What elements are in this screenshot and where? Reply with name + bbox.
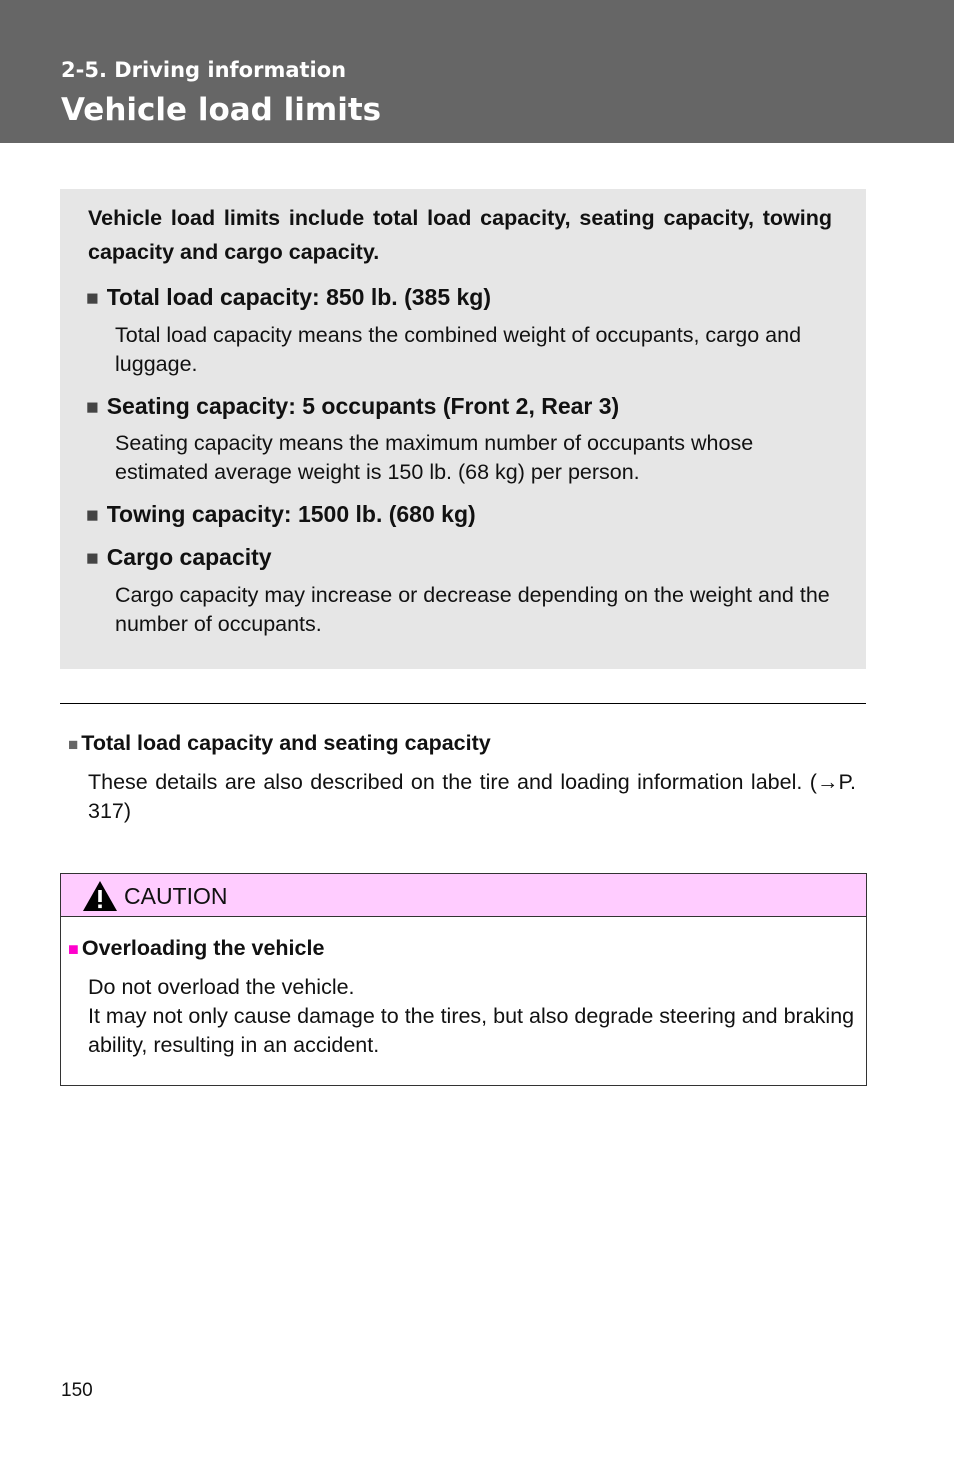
total-load-capacity-heading: ■ Total load capacity: 850 lb. (385 kg) — [86, 284, 491, 310]
square-bullet-icon: ■ — [86, 504, 99, 527]
caution-header-bar — [61, 874, 866, 917]
total-load-capacity-text: Total load capacity means the combined weight of occupants, cargo and luggage. — [115, 323, 802, 376]
page-header — [0, 0, 954, 143]
square-bullet-icon: ■ — [68, 735, 79, 754]
section-divider — [60, 703, 866, 704]
summary-intro: Vehicle load limits include total load capacity, seating capacity, towing capacity and cargo capacity. — [88, 206, 832, 264]
caution-box — [60, 873, 867, 1086]
section-label: 2-5. Driving information — [61, 58, 347, 82]
page-number: 150 — [61, 1380, 93, 1401]
load-limits-summary-box — [60, 189, 866, 669]
caution-line: It may not only cause damage to the tires, but also degrade steering and braking ability, resulting in an accident. — [88, 1004, 855, 1057]
note-heading: ■ Total load capacity and seating capacity — [68, 731, 491, 755]
square-bullet-icon: ■ — [86, 396, 99, 419]
square-bullet-icon: ■ — [86, 547, 99, 570]
caution-text — [88, 973, 863, 1060]
page-title: Vehicle load limits — [61, 92, 382, 128]
pink-square-bullet-icon: ■ — [68, 939, 79, 959]
cargo-capacity-heading: ■ Cargo capacity — [86, 544, 272, 570]
towing-capacity-heading: ■ Towing capacity: 1500 lb. (680 kg) — [86, 501, 476, 527]
seating-capacity-heading: ■ Seating capacity: 5 occupants (Front 2, Rear 3) — [86, 393, 620, 419]
caution-line: Do not overload the vehicle. — [88, 975, 355, 999]
caution-heading: ■ Overloading the vehicle — [68, 936, 325, 960]
square-bullet-icon: ■ — [86, 287, 99, 310]
cargo-capacity-text: Cargo capacity may increase or decrease depending on the weight and the number of occupants. — [115, 583, 830, 636]
warning-triangle-icon — [82, 880, 118, 912]
seating-capacity-text: Seating capacity means the maximum number of occupants whose estimated average weight is 150 lb. (68 kg) per person. — [115, 431, 754, 484]
caution-label: CAUTION — [124, 883, 228, 909]
note-text: These details are also described on the tire and loading information label. (→P. 317) — [88, 770, 856, 823]
